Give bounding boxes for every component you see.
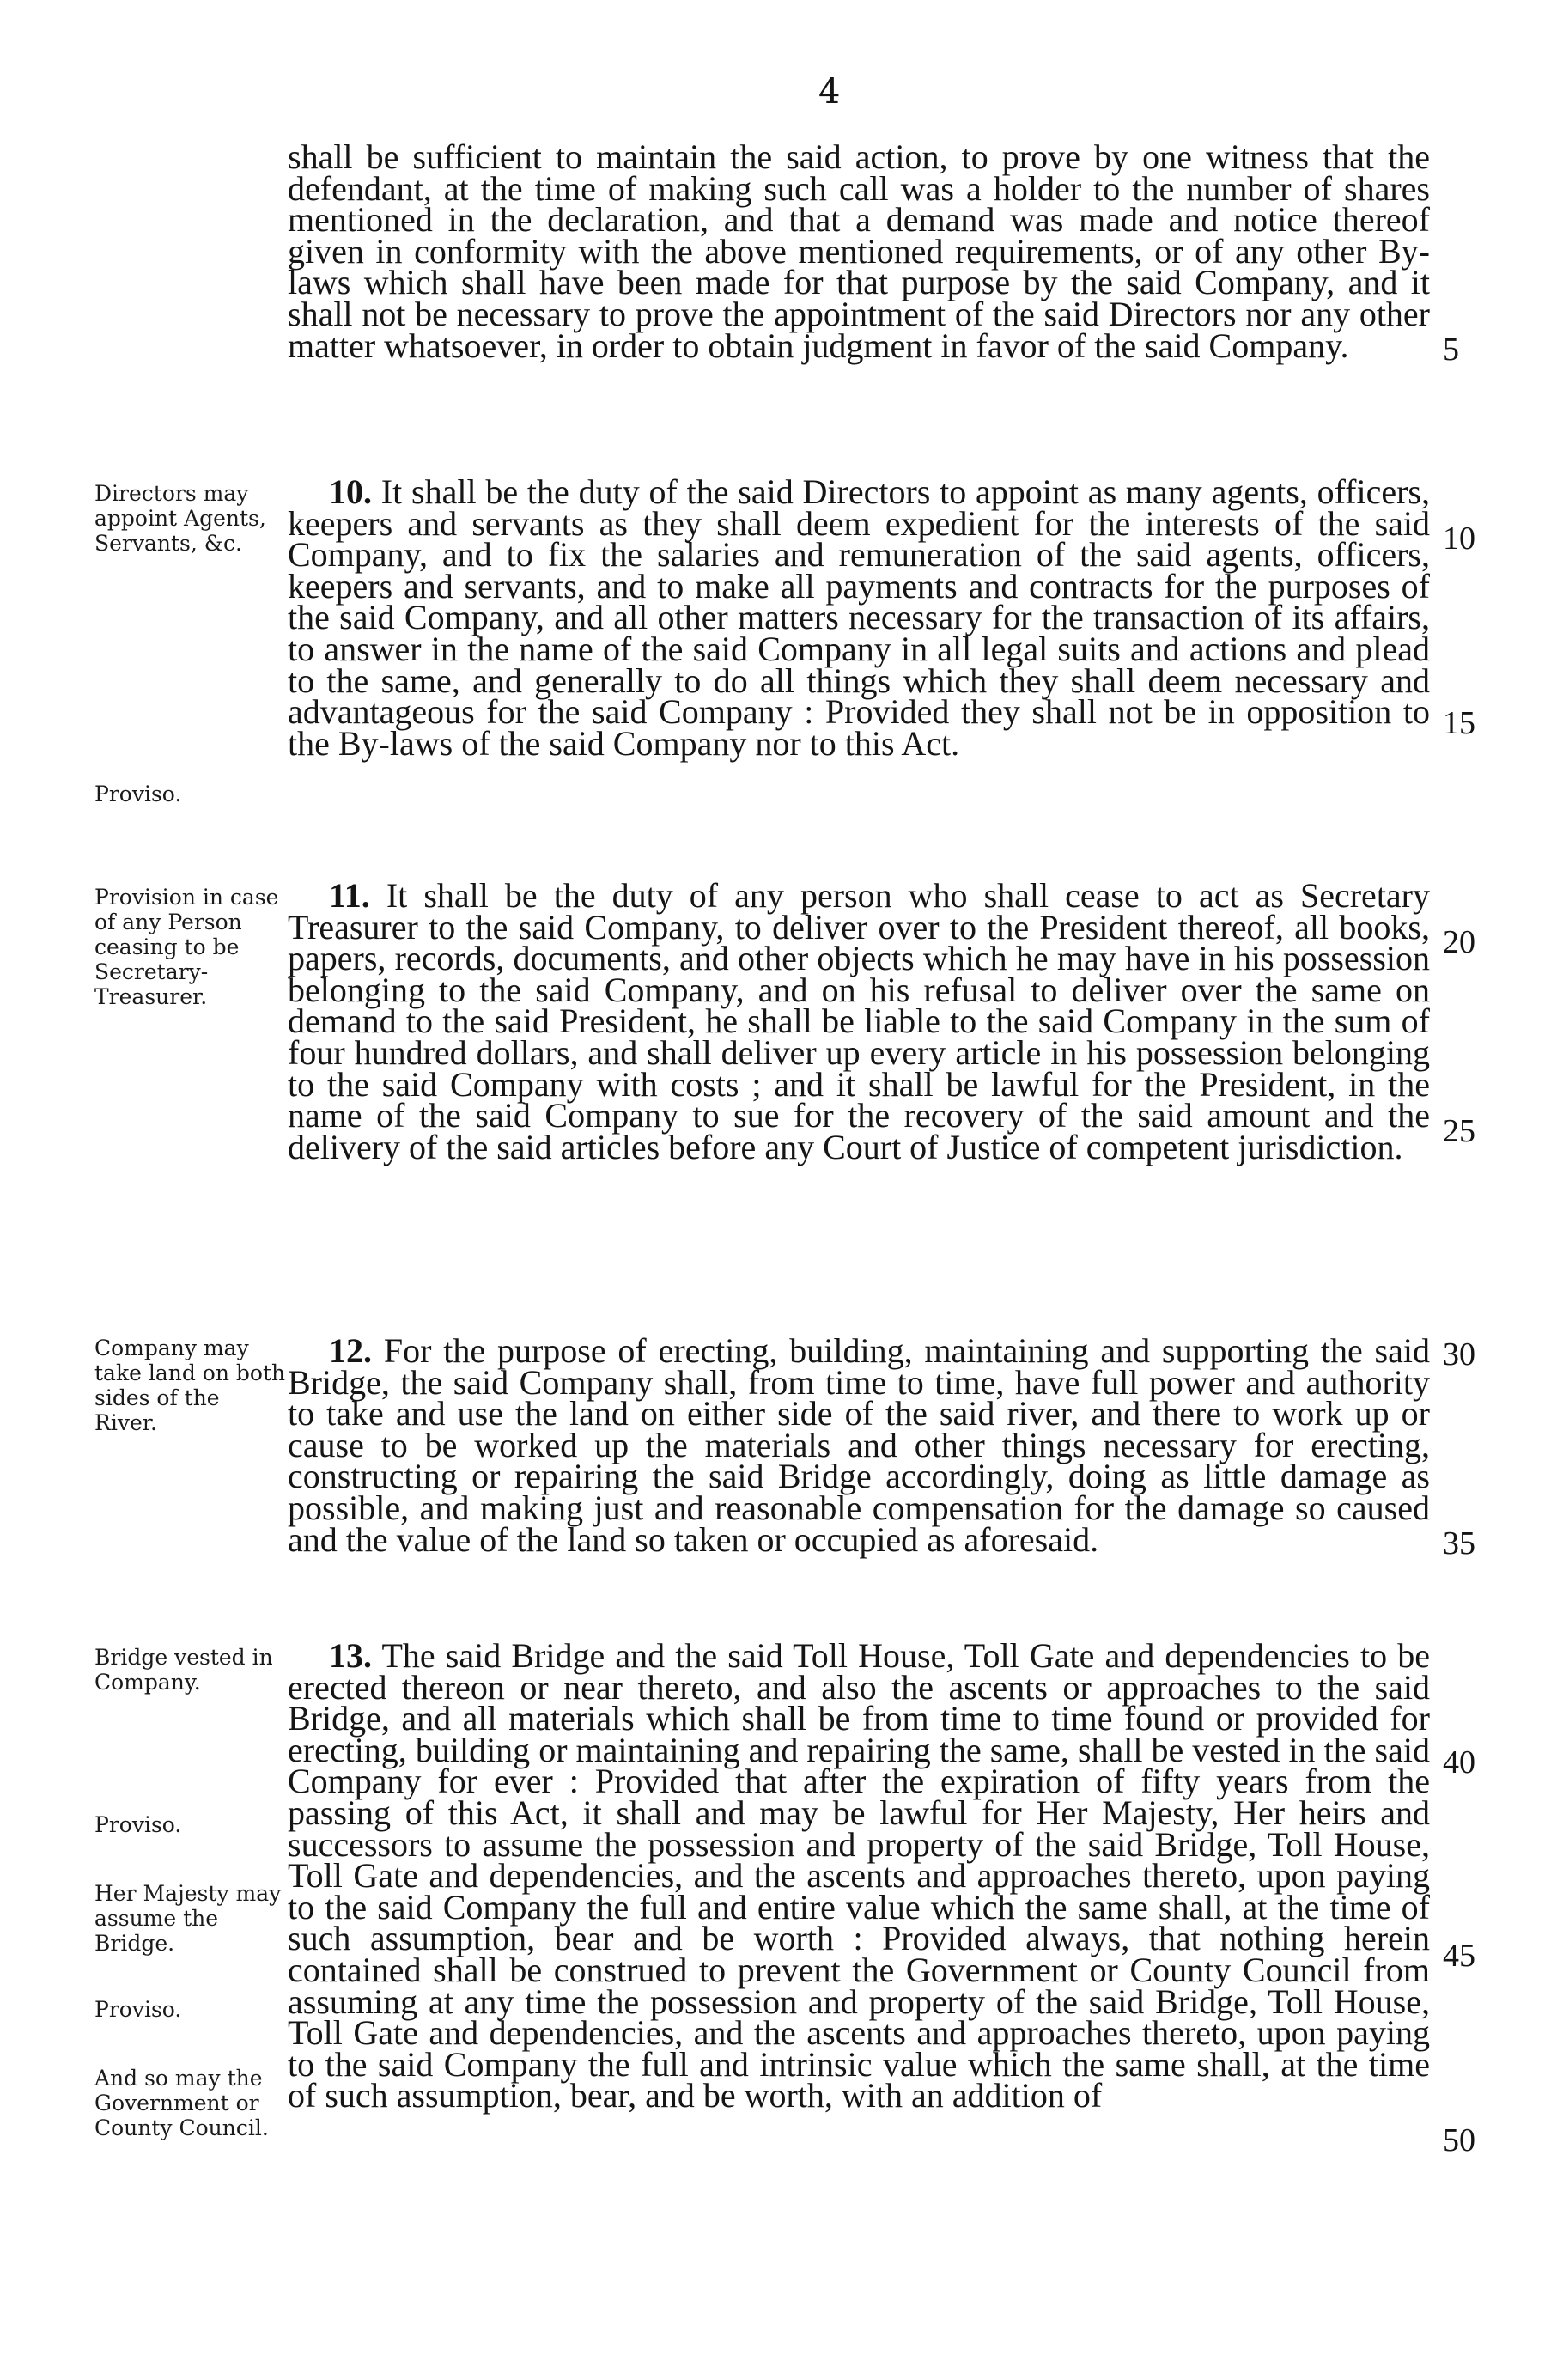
side-note: Provision in case of any Person ceasing to be Secretary-Treasurer. — [94, 885, 279, 1009]
line-number: 50 — [1443, 2122, 1475, 2158]
line-number: 10 — [1443, 520, 1475, 557]
side-note-proviso-2 — [94, 1812, 288, 1837]
side-note-government — [94, 2066, 288, 2140]
line-number: 20 — [1443, 924, 1475, 960]
side-note: Bridge vested in Company. — [94, 1645, 273, 1695]
side-note-bridge-vested — [94, 1645, 288, 1695]
paragraph-text: It shall be the duty of the said Directors to appoint as many agents, officers, keepers and servants as they shall deem expedient for the interests of the said Company, and to fix the salaries and remuneration of the said agents, officers, keepers and servants, and to make all payments and contracts for the purposes of the said Company, and all other matters necessary for the transaction of its affairs, to answer in the name of the said Company in all legal suits and actions and plead to the same, and generally to do all things which they shall deem necessary and advantageous for the said Company : Provided they shall not be in opposition to the By-laws of the said Company nor to this Act. — [288, 472, 1430, 763]
section-number: 13. — [329, 1636, 372, 1675]
line-number: 15 — [1443, 705, 1475, 741]
side-note: Her Majesty may assume the Bridge. — [94, 1881, 282, 1956]
side-note-company-land — [94, 1336, 288, 1435]
paragraph-text: For the purpose of erecting, building, maintaining and supporting the said Bridge, the said Company shall, from time to time, have full power and authority to take and use the land on either side of the said river, and there to work up or cause to be worked up the materials and other things necessary for erecting, constructing or repairing the said Bridge accordingly, doing as little damage as possible, and making just and reasonable compensation for the damage so caused and the value of the land so taken or occupied as aforesaid. — [288, 1331, 1430, 1559]
line-number: 35 — [1443, 1525, 1475, 1561]
side-note: Directors may appoint Agents, Servants, &c. — [94, 481, 266, 556]
section-12 — [288, 1331, 1430, 1559]
line-number: 30 — [1443, 1336, 1475, 1373]
section-10 — [288, 472, 1430, 763]
side-note-her-majesty — [94, 1881, 288, 1956]
line-number: 45 — [1443, 1938, 1475, 1974]
line-number: 5 — [1443, 332, 1459, 368]
section-number: 12. — [329, 1331, 372, 1370]
side-note-proviso-1 — [94, 782, 288, 807]
section-number: 11. — [329, 876, 370, 915]
side-note: Proviso. — [94, 782, 182, 807]
line-number: 40 — [1443, 1744, 1475, 1780]
page-number: 4 — [818, 72, 841, 112]
side-note-secretary — [94, 885, 288, 1009]
side-note: Company may take land on both sides of the River. — [94, 1336, 286, 1435]
side-note: And so may the Government or County Council. — [94, 2066, 269, 2140]
line-number: 25 — [1443, 1113, 1475, 1149]
side-note: Proviso. — [94, 1997, 182, 2022]
paragraph-text: It shall be the duty of any person who shall cease to act as Secretary Treasurer to the said Company, to deliver over to the President thereof, all books, papers, records, documents, and other objects which he may have in his possession belonging to the said Company, and on his refusal to deliver over the same on demand to the said President, he shall be liable to the said Company in the sum of four hundred dollars, and shall deliver up every article in his possession belonging to the said Company with costs ; and it shall be lawful for the President, in the name of the said Company to sue for the recovery of the said amount and the delivery of the said articles before any Court of Justice of competent jurisdiction. — [288, 876, 1431, 1166]
paragraph-text: The said Bridge and the said Toll House, Toll Gate and dependencies to be erected thereon or near thereto, and also the ascents or approaches to the said Bridge, and all materials which shall be from time to time found or provided for erecting, building or maintaining and repairing the same, shall be vested in the said Company for ever : Provided that after the expiration of fifty years from the passing of this Act, it shall and may be lawful for Her Majesty, Her heirs and successors to assume the possession and property of the said Bridge, Toll House, Toll Gate and dependencies, and the ascents and approaches thereto, upon paying to the said Company the full and entire value which the same shall, at the time of such assumption, bear and be worth : Provided always, that nothing herein contained shall be construed to prevent the Government or County Council from assuming at any time the possession and property of the said Bridge, Toll House, Toll Gate and dependencies, and the ascents and approaches thereto, upon paying to the said Company the full and intrinsic value which the same shall, at the time of such assumption, bear, and be worth, with an addition of — [288, 1636, 1430, 2115]
section-13 — [288, 1636, 1430, 2115]
side-note: Proviso. — [94, 1812, 182, 1837]
section-number: 10. — [329, 472, 372, 511]
paragraph-continuation — [288, 137, 1430, 365]
side-note-proviso-3 — [94, 1997, 288, 2022]
section-11 — [288, 876, 1431, 1166]
side-note-directors — [94, 481, 288, 556]
paragraph-text: shall be sufficient to maintain the said action, to prove by one witness that the defendant, at the time of making such call was a holder to the number of shares mentioned in the declaration, and that a demand was made and notice thereof given in conformity with the above mentioned requirements, or of any other By-laws which shall have been made for that purpose by the said Company, and it shall not be necessary to prove the appointment of the said Directors nor any other matter whatsoever, in order to obtain judgment in favor of the said Company. — [288, 137, 1430, 365]
